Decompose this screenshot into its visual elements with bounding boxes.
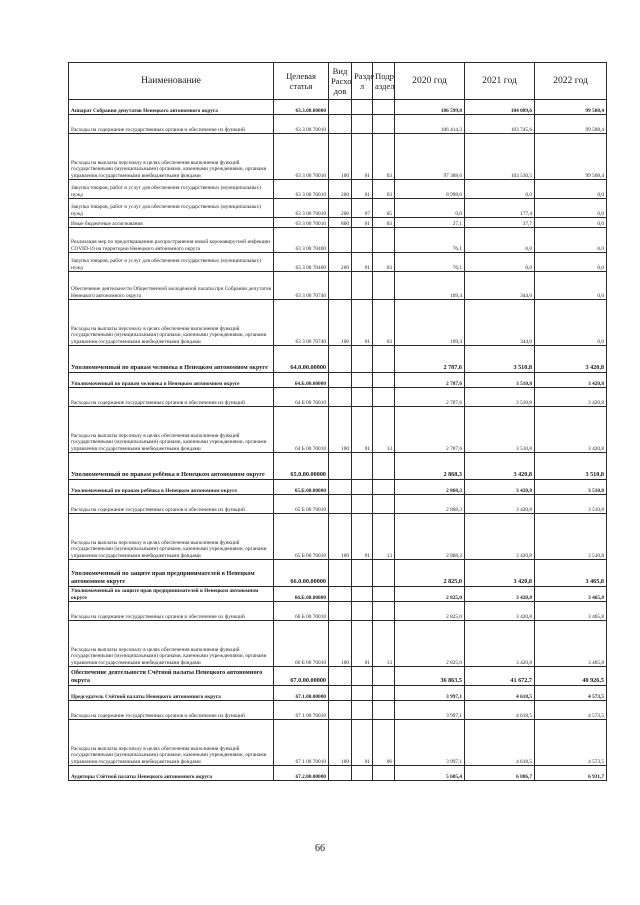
row-expense-type: 100 — [329, 514, 352, 560]
row-section — [352, 453, 373, 480]
row-value-2021: 3 510,8 — [465, 346, 535, 373]
row-value-2020: 109,4 — [395, 272, 465, 300]
table-row — [69, 480, 607, 495]
row-expense-type — [329, 373, 352, 388]
row-name: Закупка товаров, работ и услуг для обеспечения государственных (муниципальных) нужд — [69, 253, 274, 272]
row-name: Обеспечение деятельности Счётной палаты Ненецкого автономного округа — [69, 667, 274, 686]
row-name: Иные бюджетные ассигнования — [69, 218, 274, 228]
row-expense-type — [329, 766, 352, 781]
row-section: 01 — [352, 407, 373, 453]
row-expense-type: 200 — [329, 253, 352, 272]
header-2021: 2021 год — [465, 63, 535, 100]
row-value-2021: 41 672,7 — [465, 667, 535, 686]
row-name: Аппарат Собрания депутатов Ненецкого автономного округа — [69, 100, 274, 115]
row-name: Председатель Счётной палаты Ненецкого автономного округа — [69, 686, 274, 701]
row-expense-type: 100 — [329, 621, 352, 667]
row-target-code: 63 3 00 70400 — [274, 228, 329, 253]
row-value-2020: 5 605,4 — [395, 766, 465, 781]
row-name: Закупка товаров, работ и услуг для обеспечения государственных (муниципальных) нужд — [69, 199, 274, 218]
row-value-2021: 3 420,8 — [465, 480, 535, 495]
row-name: Расходы на выплаты персоналу в целях обеспечения выполнения функций государственными (муниципальными) органами, казенными учреждениями, органами управления государственными внебюджетными фондами — [69, 514, 274, 560]
row-expense-type — [329, 100, 352, 115]
row-target-code: 65.0.00.00000 — [274, 453, 329, 480]
row-value-2021: 3 420,8 — [465, 621, 535, 667]
row-target-code: 67.2.00.00000 — [274, 766, 329, 781]
row-value-2021: 103 530,5 — [465, 134, 535, 180]
row-value-2022: 3 510,8 — [535, 480, 607, 495]
row-value-2020: 2 868,3 — [395, 453, 465, 480]
row-section — [352, 495, 373, 514]
row-name: Расходы на выплаты персоналу в целях обеспечения выполнения функций государственными (муниципальными) органами, казенными учреждениями, органами управления государственными внебюджетными фондами — [69, 720, 274, 766]
row-value-2022: 99 508,4 — [535, 100, 607, 115]
row-value-2020: 2 825,0 — [395, 560, 465, 587]
row-name: Расходы на выплаты персоналу в целях обеспечения выполнения функций государственными (муниципальными) органами, казенными учреждениями, органами управления государственными внебюджетными фондами — [69, 300, 274, 346]
row-section — [352, 373, 373, 388]
table-row — [69, 495, 607, 514]
row-section: 01 — [352, 300, 373, 346]
row-name: Расходы на выплаты персоналу в целях обеспечения выполнения функций государственными (муниципальными) органами, казенными учреждениями, органами управления государственными внебюджетными фондами — [69, 621, 274, 667]
row-section: 07 — [352, 199, 373, 218]
row-value-2022: 3 420,8 — [535, 407, 607, 453]
row-subsection — [373, 587, 395, 602]
header-name: Наименование — [69, 63, 274, 100]
row-subsection — [373, 766, 395, 781]
row-value-2020: 36 863,5 — [395, 667, 465, 686]
row-value-2021: 0,0 — [465, 180, 535, 199]
row-section — [352, 388, 373, 407]
row-value-2021: 4 618,5 — [465, 701, 535, 720]
row-name: Расходы на содержание государственных органов и обеспечение их функций — [69, 495, 274, 514]
row-value-2022: 99 508,4 — [535, 134, 607, 180]
table-row — [69, 388, 607, 407]
row-name: Уполномоченный по правам ребёнка в Ненецком автономном округе — [69, 453, 274, 480]
row-expense-type: 100 — [329, 720, 352, 766]
row-subsection: 05 — [373, 199, 395, 218]
row-value-2020: 2 825,0 — [395, 587, 465, 602]
row-target-code: 63 3 00 70740 — [274, 272, 329, 300]
row-value-2020: 2 825,0 — [395, 621, 465, 667]
budget-table — [68, 62, 607, 781]
table-row — [69, 115, 607, 134]
row-expense-type: 100 — [329, 407, 352, 453]
row-value-2020: 97 388,6 — [395, 134, 465, 180]
row-expense-type — [329, 560, 352, 587]
table-row — [69, 346, 607, 373]
row-value-2021: 3 420,8 — [465, 453, 535, 480]
row-name: Реализация мер по предотвращению распространения новой коронавирусной инфекции COVID-19 на территории Ненецкого автономного округа — [69, 228, 274, 253]
row-section: 01 — [352, 134, 373, 180]
row-expense-type — [329, 686, 352, 701]
row-target-code: 63 3 00 70740 — [274, 300, 329, 346]
header-target: Целевая статья — [274, 63, 329, 100]
row-expense-type — [329, 587, 352, 602]
row-section: 01 — [352, 720, 373, 766]
table-row — [69, 453, 607, 480]
row-section — [352, 686, 373, 701]
row-name: Уполномоченный по правам ребёнка в Ненецком автономном округе — [69, 480, 274, 495]
header-section: Разде л — [352, 63, 373, 100]
row-target-code: 63 3 00 70400 — [274, 253, 329, 272]
row-value-2022: 3 420,8 — [535, 388, 607, 407]
table-row — [69, 199, 607, 218]
row-value-2021: 6 886,7 — [465, 766, 535, 781]
table-row — [69, 686, 607, 701]
row-section: 01 — [352, 621, 373, 667]
row-value-2022: 3 510,8 — [535, 453, 607, 480]
row-name: Уполномоченный по правам человека в Ненецком автономном округе — [69, 373, 274, 388]
row-value-2021: 4 618,5 — [465, 686, 535, 701]
row-value-2021: 344,0 — [465, 300, 535, 346]
row-name: Расходы на выплаты персоналу в целях обеспечения выполнения функций государственными (муниципальными) органами, казенными учреждениями, органами управления государственными внебюджетными фондами — [69, 407, 274, 453]
table-row — [69, 587, 607, 602]
row-expense-type — [329, 228, 352, 253]
row-value-2020: 2 868,3 — [395, 514, 465, 560]
table-row — [69, 720, 607, 766]
row-value-2020: 2 787,6 — [395, 388, 465, 407]
table-row — [69, 100, 607, 115]
row-subsection — [373, 480, 395, 495]
table-row — [69, 180, 607, 199]
table-header-row — [69, 63, 607, 100]
table-row — [69, 407, 607, 453]
row-expense-type — [329, 388, 352, 407]
row-target-code: 64 Б 00 70010 — [274, 407, 329, 453]
row-section: 01 — [352, 253, 373, 272]
row-subsection: 03 — [373, 300, 395, 346]
row-section — [352, 701, 373, 720]
row-value-2020: 2 787,6 — [395, 407, 465, 453]
row-subsection — [373, 272, 395, 300]
row-target-code: 63 3 00 70010 — [274, 218, 329, 228]
row-section — [352, 587, 373, 602]
row-target-code: 67 1 00 70010 — [274, 720, 329, 766]
row-subsection: 13 — [373, 621, 395, 667]
row-value-2022: 4 573,5 — [535, 701, 607, 720]
row-name: Расходы на содержание государственных органов и обеспечение их функций — [69, 115, 274, 134]
row-target-code: 64.0.00.00000 — [274, 346, 329, 373]
row-value-2020: 2 868,3 — [395, 480, 465, 495]
row-target-code: 63 3 00 70010 — [274, 199, 329, 218]
row-section — [352, 667, 373, 686]
row-value-2022: 3 465,8 — [535, 621, 607, 667]
row-expense-type — [329, 602, 352, 621]
row-expense-type: 100 — [329, 300, 352, 346]
row-expense-type — [329, 453, 352, 480]
row-subsection: 03 — [373, 218, 395, 228]
row-section: 01 — [352, 514, 373, 560]
row-name: Обеспечение деятельности Общественной молодёжной палаты при Собрании депутатов Ненецкого автономного округа — [69, 272, 274, 300]
table-row — [69, 134, 607, 180]
row-expense-type — [329, 667, 352, 686]
header-2020: 2020 год — [395, 63, 465, 100]
row-value-2021: 3 510,8 — [465, 373, 535, 388]
row-subsection — [373, 115, 395, 134]
row-value-2020: 2 787,6 — [395, 373, 465, 388]
row-subsection — [373, 100, 395, 115]
table-row — [69, 373, 607, 388]
row-value-2021: 3 510,8 — [465, 388, 535, 407]
table-row — [69, 300, 607, 346]
table-row — [69, 228, 607, 253]
row-value-2020: 27,1 — [395, 218, 465, 228]
row-target-code: 64.Б.00.00000 — [274, 373, 329, 388]
table-row — [69, 253, 607, 272]
row-value-2022: 0,0 — [535, 300, 607, 346]
row-value-2021: 344,0 — [465, 272, 535, 300]
row-target-code: 63 3 00 70010 — [274, 180, 329, 199]
table-row — [69, 218, 607, 228]
row-name: Закупка товаров, работ и услуг для обеспечения государственных (муниципальных) нужд — [69, 180, 274, 199]
row-value-2021: 0,0 — [465, 253, 535, 272]
row-value-2022: 0,0 — [535, 199, 607, 218]
header-2022: 2022 год — [535, 63, 607, 100]
row-section — [352, 602, 373, 621]
row-value-2020: 76,1 — [395, 253, 465, 272]
row-subsection — [373, 686, 395, 701]
table-row — [69, 766, 607, 781]
row-section — [352, 480, 373, 495]
row-section — [352, 272, 373, 300]
row-subsection — [373, 602, 395, 621]
table-row — [69, 272, 607, 300]
row-value-2022: 0,0 — [535, 180, 607, 199]
row-section — [352, 560, 373, 587]
row-subsection — [373, 560, 395, 587]
row-name: Аудиторы Счётной палаты Ненецкого автономного округа — [69, 766, 274, 781]
row-value-2020: 76,1 — [395, 228, 465, 253]
row-value-2022: 0,0 — [535, 253, 607, 272]
row-subsection — [373, 346, 395, 373]
table-row — [69, 667, 607, 686]
row-value-2022: 3 420,8 — [535, 373, 607, 388]
row-value-2022: 4 573,5 — [535, 686, 607, 701]
row-subsection — [373, 701, 395, 720]
row-target-code: 65 Б 00 70010 — [274, 514, 329, 560]
row-subsection: 06 — [373, 720, 395, 766]
row-value-2020: 3 997,1 — [395, 686, 465, 701]
row-value-2020: 2 787,6 — [395, 346, 465, 373]
row-name: Уполномоченный по защите прав предпринимателей в Ненецком автономном округе — [69, 560, 274, 587]
row-value-2022: 0,0 — [535, 228, 607, 253]
row-value-2022: 0,0 — [535, 218, 607, 228]
row-value-2020: 2 825,0 — [395, 602, 465, 621]
row-value-2020: 3 997,1 — [395, 701, 465, 720]
row-subsection: 03 — [373, 180, 395, 199]
row-subsection: 03 — [373, 253, 395, 272]
row-section — [352, 766, 373, 781]
table-row — [69, 560, 607, 587]
row-target-code: 63 3 00 70010 — [274, 115, 329, 134]
row-value-2021: 3 420,8 — [465, 602, 535, 621]
row-target-code: 67 1 00 70010 — [274, 701, 329, 720]
row-value-2022: 3 420,8 — [535, 346, 607, 373]
page-number: 66 — [315, 843, 325, 854]
row-value-2022: 3 465,8 — [535, 560, 607, 587]
row-value-2020: 106 599,8 — [395, 100, 465, 115]
row-value-2021: 3 420,8 — [465, 514, 535, 560]
row-value-2021: 3 510,8 — [465, 407, 535, 453]
row-expense-type — [329, 346, 352, 373]
row-section — [352, 115, 373, 134]
row-target-code: 65.Б.00.00000 — [274, 480, 329, 495]
header-subsection: Подр аздел — [373, 63, 395, 100]
row-name: Уполномоченный по защите прав предпринимателей в Ненецком автономном округе — [69, 587, 274, 602]
row-value-2020: 8 998,6 — [395, 180, 465, 199]
row-expense-type — [329, 480, 352, 495]
table-row — [69, 701, 607, 720]
table-row — [69, 621, 607, 667]
row-subsection: 03 — [373, 134, 395, 180]
row-value-2022: 99 508,4 — [535, 115, 607, 134]
row-section — [352, 100, 373, 115]
row-value-2022: 40 926,5 — [535, 667, 607, 686]
row-subsection — [373, 388, 395, 407]
row-value-2021: 4 618,5 — [465, 720, 535, 766]
row-value-2021: 37,7 — [465, 218, 535, 228]
row-value-2022: 6 931,7 — [535, 766, 607, 781]
row-target-code: 67.0.00.00000 — [274, 667, 329, 686]
row-target-code: 64 Б 00 70010 — [274, 388, 329, 407]
row-subsection — [373, 373, 395, 388]
row-target-code: 63 3 00 70010 — [274, 134, 329, 180]
row-value-2020: 3 997,1 — [395, 720, 465, 766]
row-value-2021: 0,0 — [465, 228, 535, 253]
row-value-2021: 103 745,6 — [465, 115, 535, 134]
row-value-2021: 3 420,8 — [465, 560, 535, 587]
row-value-2020: 106 414,3 — [395, 115, 465, 134]
row-name: Расходы на содержание государственных органов и обеспечение их функций — [69, 388, 274, 407]
row-value-2021: 3 420,8 — [465, 495, 535, 514]
table-row — [69, 514, 607, 560]
row-section — [352, 228, 373, 253]
row-section: 01 — [352, 180, 373, 199]
row-value-2022: 4 573,5 — [535, 720, 607, 766]
row-expense-type — [329, 272, 352, 300]
row-value-2021: 177,4 — [465, 199, 535, 218]
row-expense-type: 800 — [329, 218, 352, 228]
row-value-2022: 3 510,8 — [535, 514, 607, 560]
row-value-2022: 3 510,8 — [535, 495, 607, 514]
row-value-2020: 2 868,3 — [395, 495, 465, 514]
row-name: Расходы на выплаты персоналу в целях обеспечения выполнения функций государственными (муниципальными) органами, казенными учреждениями, органами управления государственными внебюджетными фондами — [69, 134, 274, 180]
row-subsection: 13 — [373, 407, 395, 453]
row-name: Уполномоченный по правам человека в Ненецком автономном округе — [69, 346, 274, 373]
row-expense-type — [329, 495, 352, 514]
row-value-2020: 109,4 — [395, 300, 465, 346]
row-target-code: 66 Б 00 70010 — [274, 621, 329, 667]
row-expense-type: 100 — [329, 134, 352, 180]
row-target-code: 66.Б.00.00000 — [274, 587, 329, 602]
row-subsection — [373, 667, 395, 686]
row-name: Расходы на содержание государственных органов и обеспечение их функций — [69, 602, 274, 621]
row-target-code: 67.1.00.00000 — [274, 686, 329, 701]
row-section — [352, 346, 373, 373]
row-value-2021: 104 089,6 — [465, 100, 535, 115]
row-value-2021: 3 420,8 — [465, 587, 535, 602]
row-target-code: 66.0.00.00000 — [274, 560, 329, 587]
row-target-code: 65 Б 00 70010 — [274, 495, 329, 514]
row-subsection: 13 — [373, 514, 395, 560]
table-body — [69, 100, 607, 781]
row-target-code: 66 Б 00 70010 — [274, 602, 329, 621]
header-expense: Вид Расхо дов — [329, 63, 352, 100]
row-value-2022: 3 465,8 — [535, 602, 607, 621]
row-target-code: 63.3.00.00000 — [274, 100, 329, 115]
row-name: Расходы на содержание государственных органов и обеспечение их функций — [69, 701, 274, 720]
row-subsection — [373, 228, 395, 253]
row-section: 01 — [352, 218, 373, 228]
row-value-2022: 3 465,8 — [535, 587, 607, 602]
row-subsection — [373, 495, 395, 514]
row-expense-type: 200 — [329, 180, 352, 199]
row-expense-type — [329, 115, 352, 134]
row-expense-type: 200 — [329, 199, 352, 218]
row-expense-type — [329, 701, 352, 720]
row-value-2020: 0,0 — [395, 199, 465, 218]
table-row — [69, 602, 607, 621]
row-value-2022: 0,0 — [535, 272, 607, 300]
row-subsection — [373, 453, 395, 480]
